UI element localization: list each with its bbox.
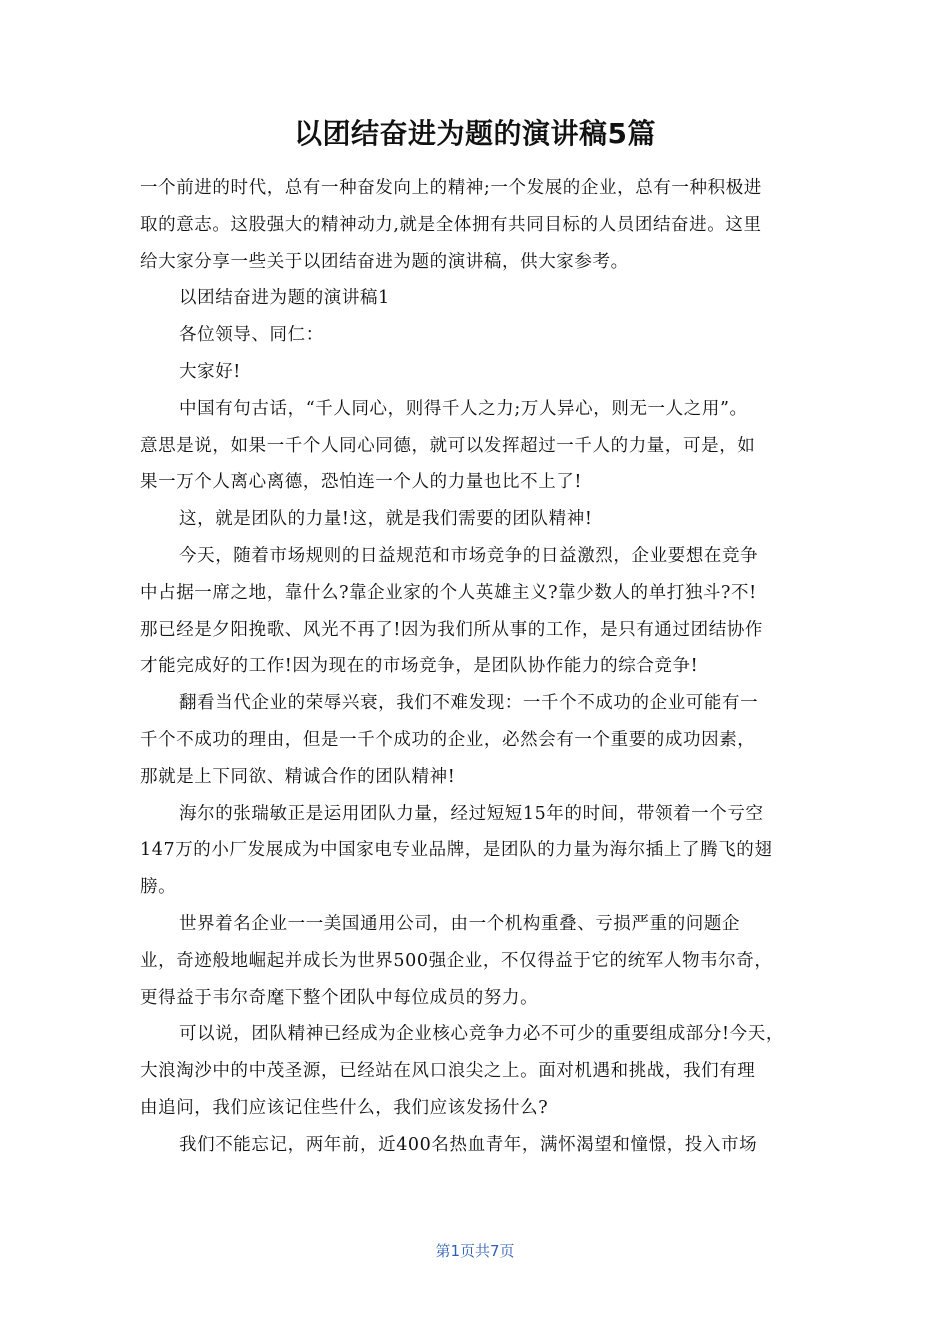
text-line: 那已经是夕阳挽歌、风光不再了!因为我们所从事的工作，是只有通过团结协作 — [140, 619, 764, 640]
text-line: 大浪淘沙中的中茂圣源，已经站在风口浪尖之上。面对机遇和挑战，我们有理 — [140, 1061, 756, 1082]
text-line: 中占据一席之地，靠什么?靠企业家的个人英雄主义?靠少数人的单打独斗?不! — [140, 582, 757, 603]
text-line: 以团结奋进为题的演讲稿1 — [179, 288, 390, 309]
text-line: 我们不能忘记，两年前，近400名热血青年，满怀渴望和憧憬，投入市场 — [179, 1134, 758, 1155]
text-line: 大家好! — [179, 361, 241, 382]
text-line: 今天，随着市场规则的日益规范和市场竞争的日益激烈，企业要想在竞争 — [179, 545, 759, 566]
text-line: 更得益于韦尔奇麾下整个团队中每位成员的努力。 — [140, 987, 539, 1008]
text-line: 翻看当代企业的荣辱兴衰，我们不难发现：一千个不成功的企业可能有一 — [179, 693, 759, 714]
text-line: 中国有句古话，“千人同心，则得千人之力;万人异心，则无一人之用”。 — [179, 398, 748, 419]
text-line: 取的意志。这股强大的精神动力,就是全体拥有共同目标的人员团结奋进。这里 — [140, 214, 762, 235]
text-line: 这，就是团队的力量!这，就是我们需要的团队精神! — [179, 509, 593, 530]
text-line: 果一万个人离心离德，恐怕连一个人的力量也比不上了! — [140, 472, 583, 493]
text-line: 才能完成好的工作!因为现在的市场竞争，是团队协作能力的综合竞争! — [140, 656, 699, 677]
text-line: 业，奇迹般地崛起并成长为世界500强企业，不仅得益于它的统军人物韦尔奇， — [140, 950, 773, 971]
text-line: 海尔的张瑞敏正是运用团队力量，经过短短15年的时间，带领着一个亏空 — [179, 803, 764, 824]
document-title: 以团结奋进为题的演讲稿5篇 — [294, 117, 656, 150]
text-line: 一个前进的时代，总有一种奋发向上的精神;一个发展的企业，总有一种积极进 — [140, 178, 762, 198]
text-line: 千个不成功的理由，但是一千个成功的企业，必然会有一个重要的成功因素， — [140, 729, 756, 750]
text-line: 147万的小厂发展成为中国家电专业品牌，是团队的力量为海尔插上了腾飞的翅 — [140, 840, 773, 861]
text-line: 意思是说，如果一千个人同心同德，就可以发挥超过一千人的力量，可是，如 — [140, 435, 756, 456]
text-line: 膀。 — [140, 877, 177, 898]
text-line: 各位领导、同仁： — [179, 325, 324, 346]
document-body — [140, 170, 812, 1164]
text-line: 给大家分享一些关于以团结奋进为题的演讲稿，供大家参考。 — [140, 251, 629, 272]
text-line: 可以说，团队精神已经成为企业核心竞争力必不可少的重要组成部分!今天， — [179, 1024, 784, 1045]
text-line: 世界着名企业一一美国通用公司，由一个机构重叠、亏损严重的问题企 — [179, 913, 741, 934]
text-line: 那就是上下同欲、精诚合作的团队精神! — [140, 766, 456, 787]
text-line: 由追问，我们应该记住些什么，我们应该发扬什么? — [140, 1097, 549, 1118]
page-footer: 第1页共7页 — [435, 1242, 515, 1260]
